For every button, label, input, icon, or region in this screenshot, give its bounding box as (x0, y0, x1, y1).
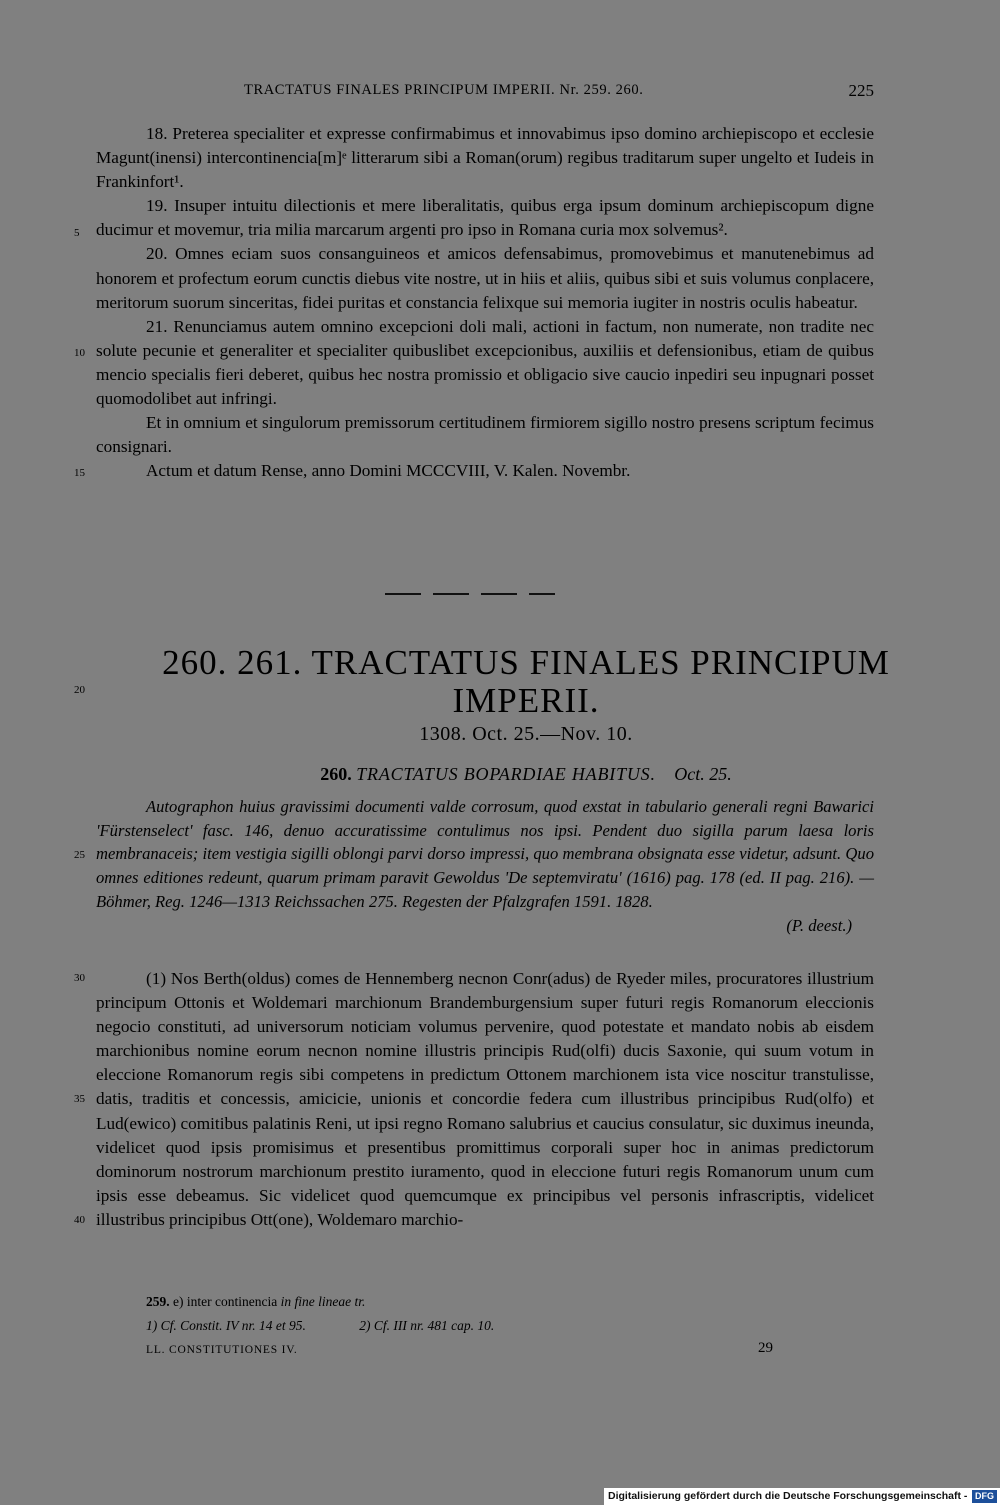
dfg-text: Digitalisierung gefördert durch die Deutsche Forschungsgemeinschaft - (608, 1490, 968, 1502)
document-260-text (96, 967, 874, 1232)
line-number: 40 (74, 1214, 85, 1226)
page-number: 225 (848, 81, 874, 100)
section-259-text (96, 122, 874, 483)
signature-number: 29 (758, 1340, 773, 1356)
paragraph-20: 20. Omnes eciam suos consanguineos et amicos defensabimus, promovebimus et manutenebimus ad honorem et profectum eorum cunctis diebus vite nostre, ut in hiis et aliis, quibus sibi et suis volumus conplacere, meritorum suorum sinceritas, fidei puritas et constancia felixque sui memoria iugiter in nostris oculis habeatur. (96, 244, 874, 312)
paragraph-19: 19. Insuper intuitu dilectionis et mere liberalitatis, quibus erga ipsum dominum archiepiscopum digne ducimur et movemur, tria milia marcarum argenti pro ipso in Romana curia mox solvemus². (96, 196, 874, 240)
page-footer (146, 1340, 846, 1356)
document-date: Oct. 25. (674, 764, 732, 784)
line-number: 35 (74, 1093, 85, 1105)
section-title: 260. 261. TRACTATUS FINALES PRINCIPUM IMPERII. (162, 643, 890, 720)
line-number: 20 (74, 684, 85, 696)
intro-text: Autographon huius gravissimi documenti valde corrosum, quod exstat in tabulario generali regni Bawarici 'Fürstenselect' fasc. 146, denuo accuratissime contulimus nos ipsi. Pendent duo sigilla parum laesa loris membranaceis; item vestigia sigilli oblongi parvi dorso impressi, quo membrana obsignata esse videtur, adsunt. Quo omnes editiones redeunt, quarum primam paravit Gewoldus 'De septemviratu' (1616) pag. 178 (ed. II pag. 216). — Böhmer, Reg. 1246—1313 Reichssachen 275. Regesten der Pfalzgrafen 1591. 1828. (96, 797, 874, 911)
line-number: 15 (74, 467, 85, 479)
line-number: 10 (74, 347, 85, 359)
footnote-references: 1) Cf. Constit. IV nr. 14 et 95. 2) Cf. III nr. 481 cap. 10. (146, 1318, 495, 1333)
paragraph-18: 18. Preterea specialiter et expresse confirmabimus et innovabimus ipso domino archiepiscopo et ecclesie Magunt(inensi) intercontinencia[m]ᵉ litterarum sibi a Roman(orum) regibus traditarum super ungelto et Iudeis in Frankinfort¹. (96, 124, 874, 192)
paragraph-dating: Actum et datum Rense, anno Domini MCCCVIII, V. Kalen. Novembr. (146, 461, 631, 481)
document-heading (96, 764, 956, 785)
section-date: 1308. Oct. 25.—Nov. 10. (419, 723, 633, 745)
series-title: LL. CONSTITUTIONES IV. (146, 1344, 298, 1356)
dfg-logo-icon[interactable]: DFG (972, 1490, 997, 1503)
footnote-259e: 259. e) inter continencia in fine lineae tr. (146, 1294, 366, 1309)
document-number: 260. (320, 764, 352, 784)
document-title: TRACTATUS BOPARDIAE HABITUS. (356, 764, 656, 784)
running-title: TRACTATUS FINALES PRINCIPUM IMPERII. Nr. 259. 260. (244, 82, 644, 98)
line-number: 30 (74, 972, 85, 984)
line-number: 5 (74, 227, 80, 239)
section-separator (385, 593, 555, 595)
page-header (244, 82, 874, 104)
footnotes (146, 1290, 874, 1338)
editorial-introduction (96, 795, 874, 937)
paragraph-corroboration: Et in omnium et singulorum premissorum certitudinem firmiorem sigillo nostro presens scriptum fecimus consignari. (96, 413, 874, 457)
paragraph-21: 21. Renunciamus autem omnino excepcioni doli mali, actioni in factum, non numerate, non tradite nec solute pecunie et generaliter et specialiter quibuslibet excepcionibus, auxiliis et defensionibus, etiam de quibus mencio specialis fieri deberet, quibus hec nostra promissio et obligacio sive caucio inpediri seu inpugnari posset quomodolibet aut infringi. (96, 316, 874, 409)
intro-siglum: (P. deest.) (786, 915, 852, 935)
dfg-funding-banner[interactable] (604, 1488, 1000, 1505)
line-number: 25 (74, 849, 85, 861)
document-paragraph-1: (1) Nos Berth(oldus) comes de Hennemberg necnon Conr(adus) de Ryeder miles, procuratores illustrium principum Ottonis et Woldemari marchionum Brandemburgensium super futuri regis Romanorum eleccionis negocio constituti, ad universorum noticiam volumus pervenire, quod potestate et mandato nobis ab eisdem marchionibus nomine eorum necnon nomine illustris principis Rud(olfi) ducis Saxonie, qui suum votum in eleccione Romanorum regis sibi competens in predictum Ottonem marchionem ista vice noscitur transtulisse, datis, traditis et concessis, amicicie, unionis et concordie federa cum illustribus principibus Rud(olfo) et Lud(ewico) comitibus palatinis Reni, ut ipsi regno Romano salubrius et caucius consulatur, sic duximus ineunda, videlicet quod ipsis promisimus et presentibus promittimus corporali super hoc in animas predictorum dominorum nostrorum marchionum prestito iuramento, quod in eleccione futuri regis Romanorum unum cum ipsis esse debeamus. Sic videlicet quod quemcumque ex principibus vel personis infrascriptis, videlicet illustribus principibus Ott(one), Woldemaro marchio- (96, 969, 874, 1229)
